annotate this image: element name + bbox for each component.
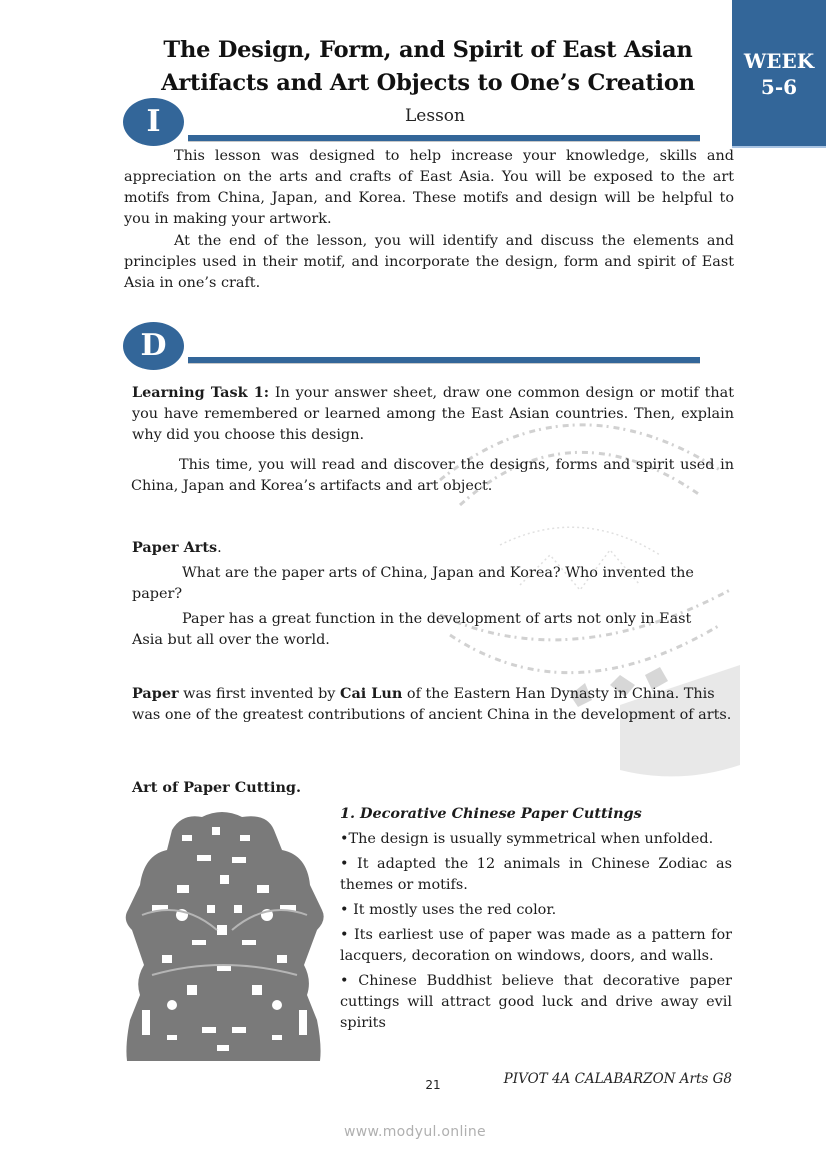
intro-paragraph-2: At the end of the lesson, you will identify and discuss the elements and principles used in their motif, and incorporate the design, form and spirit of East Asia in one’s craft. bbox=[124, 233, 734, 291]
learning-task-text: In your answer sheet, draw one common design or motif that you have remembered or learned among the East Asian countries. Then, explain why did you choose this design. bbox=[132, 385, 734, 443]
paper-invention-text-2: of the Eastern Han Dynasty in China. This was one of the greatest contributions of ancient China in the development of arts. bbox=[132, 686, 732, 723]
paper-arts-heading bbox=[132, 537, 432, 559]
paper-arts-title: Paper Arts bbox=[132, 539, 218, 556]
page-number: 21 bbox=[425, 1078, 441, 1092]
website-watermark: www.modyul.online bbox=[344, 1124, 486, 1140]
section-d-divider bbox=[188, 357, 700, 363]
page-title-line-2: Artifacts and Art Objects to One’s Creation bbox=[161, 70, 695, 96]
section-i-letter: I bbox=[146, 104, 161, 139]
section-d-letter: D bbox=[140, 328, 167, 363]
paper-invention bbox=[132, 683, 732, 726]
paper-invention-text-1: was first invented by bbox=[178, 686, 341, 702]
bullet-item: • It adapted the 12 animals in Chinese Zodiac as themes or motifs. bbox=[340, 856, 732, 893]
section-i-badge bbox=[123, 98, 184, 146]
inventor-name: Cai Lun bbox=[340, 685, 403, 702]
paper-cutting-subheading: 1. Decorative Chinese Paper Cuttings bbox=[340, 805, 642, 822]
paper-arts-heading-suffix: . bbox=[217, 540, 222, 556]
learning-task-label: Learning Task 1: bbox=[132, 384, 270, 401]
bullet-item: • It mostly uses the red color. bbox=[340, 902, 557, 918]
development-intro: This time, you will read and discover the designs, forms and spirit used in China, Japan and Korea’s artifacts and art object. bbox=[131, 457, 734, 494]
section-i-divider bbox=[188, 135, 700, 141]
paper-cutting-bullets bbox=[340, 829, 732, 1038]
intro-paragraph-1: This lesson was designed to help increase your knowledge, skills and appreciation on the arts and crafts of East Asia. You will be exposed to the art motifs from China, Japan, and Korea. These motifs and design will be helpful to you in making your artwork. bbox=[124, 148, 734, 227]
week-label: WEEK bbox=[743, 49, 815, 73]
chinese-paper-cutting-image bbox=[122, 805, 327, 1063]
paper-cutting-heading: Art of Paper Cutting. bbox=[132, 779, 301, 796]
week-badge bbox=[732, 0, 826, 148]
page-title bbox=[110, 34, 746, 100]
bullet-item: •The design is usually symmetrical when unfolded. bbox=[340, 831, 714, 847]
paper-arts-function: Paper has a great function in the development of arts not only in East Asia but all over the world. bbox=[132, 611, 692, 648]
learning-task-1 bbox=[132, 382, 734, 446]
publication-title: PIVOT 4A CALABARZON Arts G8 bbox=[503, 1071, 732, 1087]
week-range: 5-6 bbox=[760, 75, 798, 99]
bullet-item: • Chinese Buddhist believe that decorative paper cuttings will attract good luck and drive away evil spirits bbox=[340, 973, 732, 1031]
section-d-badge bbox=[123, 322, 184, 370]
bullet-item: • Its earliest use of paper was made as a pattern for lacquers, decoration on windows, doors, and walls. bbox=[340, 927, 732, 964]
lesson-label: Lesson bbox=[405, 106, 465, 126]
page-title-line-1: The Design, Form, and Spirit of East Asian bbox=[163, 37, 693, 63]
paper-arts-question: What are the paper arts of China, Japan and Korea? Who invented the paper? bbox=[132, 565, 694, 602]
paper-term: Paper bbox=[132, 685, 179, 702]
